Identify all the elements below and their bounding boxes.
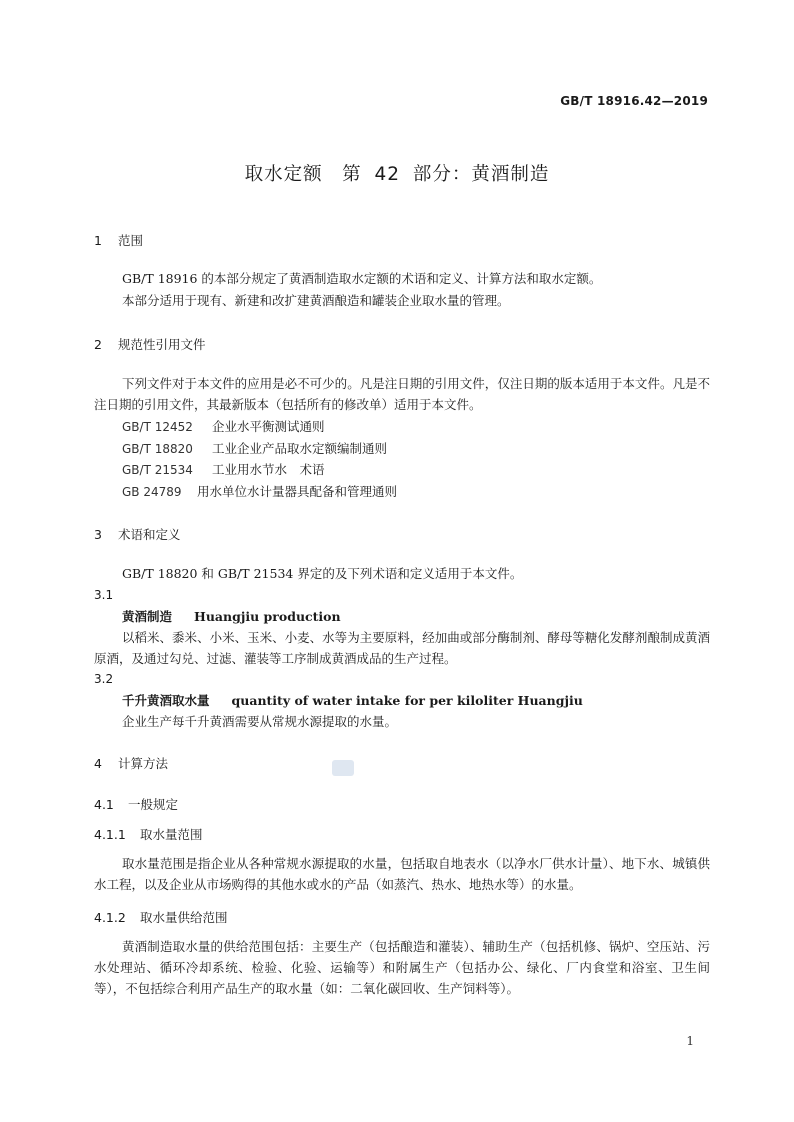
term-number: 3.2 [94, 672, 114, 686]
subsection-title: 一般规定 [128, 797, 179, 812]
intake-scope-paragraph: 取水量范围是指企业从各种常规水源提取的水量，包括取自地表水（以净水厂供水计量）、地下水、城镇供水工程，以及企业从市场购得的其他水或水的产品（如蒸汽、热水、地热水等）的水量。 [94, 856, 710, 892]
section-title: 术语和定义 [118, 527, 181, 542]
term-english: quantity of water intake for per kiloliter Huangjiu [231, 693, 583, 708]
term-definition: 以稻米、黍米、小米、玉米、小麦、水等为主要原料，经加曲或部分酶制剂、酵母等糖化发酵剂酿制成黄酒原酒，及通过勾兑、过滤、灌装等工序制成黄酒成品的生产过程。 [94, 630, 710, 666]
scope-paragraph-2: 本部分适用于现有、新建和改扩建黄酒酿造和罐装企业取水量的管理。 [122, 293, 510, 308]
section-2-heading [94, 335, 206, 353]
reference-code: GB/T 12452 [122, 420, 193, 434]
reference-item [94, 459, 325, 481]
section-number: 1 [94, 233, 102, 248]
term-entry [122, 607, 341, 625]
reference-code: GB/T 18820 [122, 442, 193, 456]
section-3-heading [94, 525, 181, 543]
subsection-4-1-1-heading [94, 825, 203, 843]
term-english: Huangjiu production [194, 609, 341, 624]
term-chinese: 黄酒制造 [122, 609, 173, 624]
subsection-title: 取水量供给范围 [140, 910, 228, 925]
section-title: 规范性引用文件 [118, 337, 206, 352]
reference-code: GB 24789 [122, 485, 182, 499]
reference-title: 企业水平衡测试通则 [212, 419, 325, 434]
document-title: 取水定额 第 42 部分：黄酒制造 [244, 164, 550, 185]
section-1-heading [94, 231, 143, 249]
references-intro: 下列文件对于本文件的应用是必不可少的。凡是注日期的引用文件，仅注日期的版本适用于本文件。凡是不注日期的引用文件，其最新版本（包括所有的修改单）适用于本文件。 [94, 376, 710, 412]
section-title: 计算方法 [118, 756, 169, 771]
reference-item [94, 438, 387, 460]
standard-number: GB/T 18916.42—2019 [560, 94, 708, 108]
reference-title: 工业企业产品取水定额编制通则 [212, 441, 388, 456]
subsection-number: 4.1.2 [94, 910, 126, 925]
reference-code: GB/T 21534 [122, 463, 193, 477]
page-number: 1 [686, 1034, 694, 1048]
section-4-heading [94, 754, 168, 772]
subsection-4-1-2-heading [94, 908, 228, 926]
section-number: 4 [94, 756, 102, 771]
section-number: 3 [94, 527, 102, 542]
terms-intro: GB/T 18820 和 GB/T 21534 界定的及下列术语和定义适用于本文件。 [122, 566, 523, 581]
supply-scope-paragraph: 黄酒制造取水量的供给范围包括：主要生产（包括酿造和灌装）、辅助生产（包括机修、锅炉、空压站、污水处理站、循环冷却系统、检验、化验、运输等）和附属生产（包括办公、绿化、厂内食堂和浴室、卫生间等），不包括综合利用产品生产的取水量（如：二氧化碳回收、生产饲料等）。 [94, 939, 710, 996]
subsection-number: 4.1.1 [94, 827, 126, 842]
term-entry [122, 691, 583, 709]
reference-item [94, 481, 397, 503]
section-number: 2 [94, 337, 102, 352]
reference-title: 工业用水节水 术语 [212, 462, 325, 477]
subsection-4-1-heading [94, 795, 178, 813]
scope-paragraph-1: GB/T 18916 的本部分规定了黄酒制造取水定额的术语和定义、计算方法和取水定额。 [122, 271, 602, 286]
subsection-number: 4.1 [94, 797, 114, 812]
term-chinese: 千升黄酒取水量 [122, 693, 210, 708]
reference-item [94, 416, 325, 438]
section-title: 范围 [118, 233, 144, 248]
reference-title: 用水单位水计量器具配备和管理通则 [197, 484, 398, 499]
watermark-logo [332, 760, 354, 776]
term-number: 3.1 [94, 588, 114, 602]
term-definition: 企业生产每千升黄酒需要从常规水源提取的水量。 [122, 714, 398, 729]
subsection-title: 取水量范围 [140, 827, 203, 842]
